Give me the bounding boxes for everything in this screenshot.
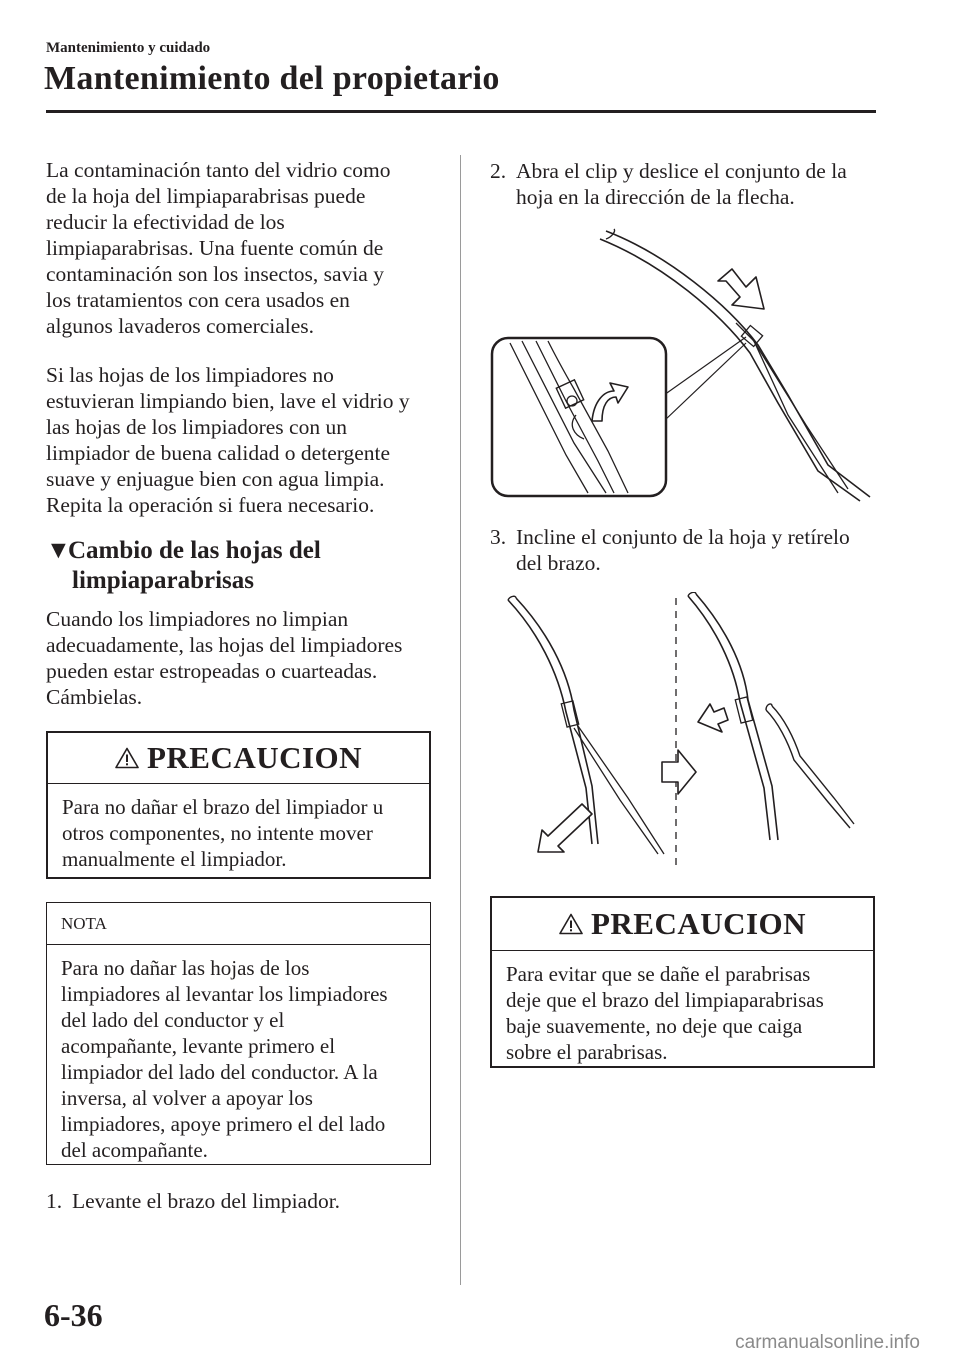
note-header: NOTA	[47, 903, 430, 945]
caution-header: PRECAUCION	[48, 733, 429, 784]
warning-icon	[115, 747, 139, 769]
step-3: 3. Incline el conjunto de la hoja y retírelo del brazo.	[490, 525, 850, 575]
watermark: carmanualsonline.info	[735, 1332, 920, 1353]
wiper-clip-illustration	[488, 225, 878, 503]
header-divider	[46, 110, 876, 113]
page-number: 6-36	[44, 1297, 103, 1333]
triangle-marker-icon: ▼	[46, 537, 71, 564]
section-heading: ▼Cambio de las hojas del limpiaparabrisas	[46, 537, 321, 594]
step-1: 1. Levante el brazo del limpiador.	[46, 1189, 341, 1213]
column-divider	[460, 155, 461, 1285]
note-box	[46, 902, 431, 1165]
caution-header-2: PRECAUCION	[492, 898, 873, 951]
caution-box-2	[490, 896, 875, 1068]
caution-box	[46, 731, 431, 879]
note-text: Para no dañar las hojas de los limpiadores al levantar los limpiadores del lado del conductor y el acompañante, levante primero el limpiador del lado del conductor. A la inversa, al volver a apoyar los limpiadores, apoye primero el del lado del acompañante.	[61, 956, 388, 1162]
caution-text-2: Para evitar que se dañe el parabrisas deje que el brazo del limpiaparabrisas baje suavemente, no deje que caiga sobre el parabrisas.	[506, 962, 824, 1064]
caution-text: Para no dañar el brazo del limpiador u otros componentes, no intente mover manualmente el limpiador.	[62, 795, 384, 871]
paragraph-replace: Cuando los limpiadores no limpian adecuadamente, las hojas del limpiadores pueden estar estropeadas o cuarteadas. Cámbielas.	[46, 607, 403, 709]
section-label: Mantenimiento y cuidado	[46, 40, 211, 56]
step-2: 2. Abra el clip y deslice el conjunto de la hoja en la dirección de la flecha.	[490, 159, 847, 209]
warning-icon	[559, 913, 583, 935]
paragraph-cleaning: Si las hojas de los limpiadores no estuvieran limpiando bien, lave el vidrio y las hojas de los limpiadores con un limpiador de buena calidad o detergente suave y enjuague bien con agua limpia. Repita la operación si fuera necesario.	[46, 363, 410, 517]
page-title: Mantenimiento del propietario	[44, 60, 500, 97]
paragraph-contamination: La contaminación tanto del vidrio como de la hoja del limpiaparabrisas puede reducir la efectividad de los limpiaparabrisas. Una fuente común de contaminación son los insectos, savia y los tratamientos con cera usados en algunos lavaderos comerciales.	[46, 158, 391, 338]
wiper-removal-illustration	[488, 592, 878, 872]
